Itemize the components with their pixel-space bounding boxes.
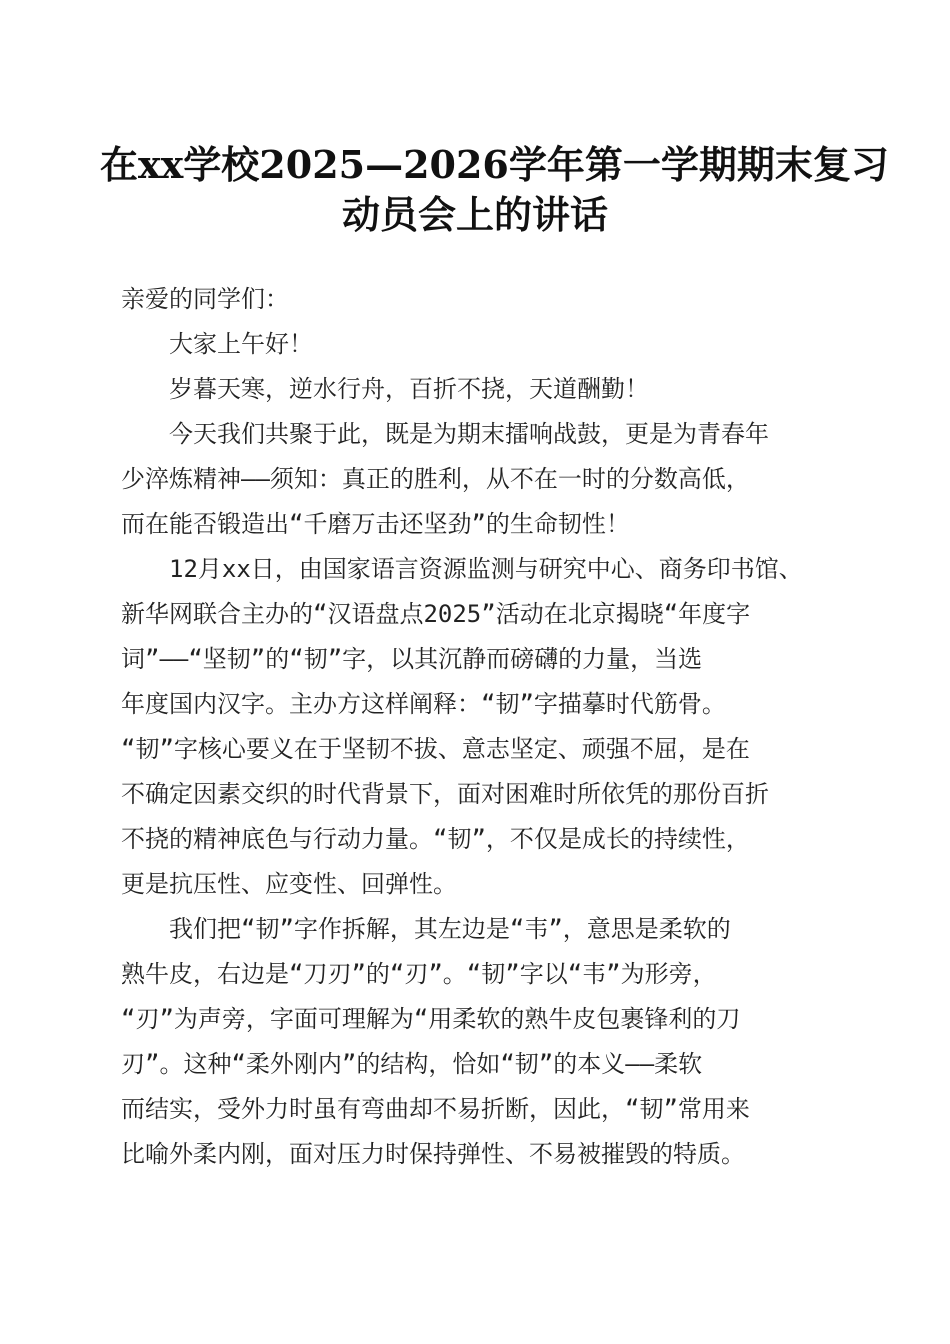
paragraph-line: 比喻外柔内刚，面对压力时保持弹性、不易被摧毁的特质。 [121,1140,745,1168]
paragraph-line: 更是抗压性、应变性、回弹性。 [121,870,457,898]
paragraph-motto: 岁暮天寒，逆水行舟，百折不挠，天道酬勤！ [169,375,649,403]
paragraph-line: 12月xx日，由国家语言资源监测与研究中心、商务印书馆、 [169,555,803,583]
paragraph-line: “韧”字核心要义在于坚韧不拔、意志坚定、顽强不屈，是在 [121,735,750,763]
paragraph-line: 而在能否锻造出“千磨万击还坚劲”的生命韧性！ [121,510,630,538]
paragraph-line: 不确定因素交织的时代背景下，面对困难时所依凭的那份百折 [121,780,769,808]
paragraph-line: 不挠的精神底色与行动力量。“韧”，不仅是成长的持续性， [121,825,750,853]
salutation: 亲爱的同学们： [121,285,289,313]
paragraph-line: 少淬炼精神——须知：真正的胜利，从不在一时的分数高低， [121,465,750,493]
document-title-line-2: 动员会上的讲话 [341,192,608,237]
paragraph-line: 词”——“坚韧”的“韧”字，以其沉静而磅礴的力量，当选 [121,645,703,673]
document-title-line-1: 在xx学校2025—2026学年第一学期期末复习 [100,142,889,187]
paragraph-line: 熟牛皮，右边是“刀刃”的“刃”。“韧”字以“韦”为形旁， [121,960,717,988]
paragraph-line: 年度国内汉字。主办方这样阐释：“韧”字描摹时代筋骨。 [121,690,726,718]
paragraph-line: “刃”为声旁，字面可理解为“用柔软的熟牛皮包裹锋利的刀 [121,1005,741,1033]
paragraph-line: 刃”。这种“柔外刚内”的结构，恰如“韧”的本义——柔软 [121,1050,703,1078]
document-body [121,277,841,1177]
paragraph-line: 我们把“韧”字作拆解，其左边是“韦”，意思是柔软的 [169,915,731,943]
paragraph-line: 新华网联合主办的“汉语盘点2025”活动在北京揭晓“年度字 [121,600,751,628]
paragraph-line: 今天我们共聚于此，既是为期末擂响战鼓，更是为青春年 [169,420,769,448]
paragraph-line: 而结实，受外力时虽有弯曲却不易折断，因此，“韧”常用来 [121,1095,750,1123]
paragraph-greeting: 大家上午好！ [169,330,313,358]
